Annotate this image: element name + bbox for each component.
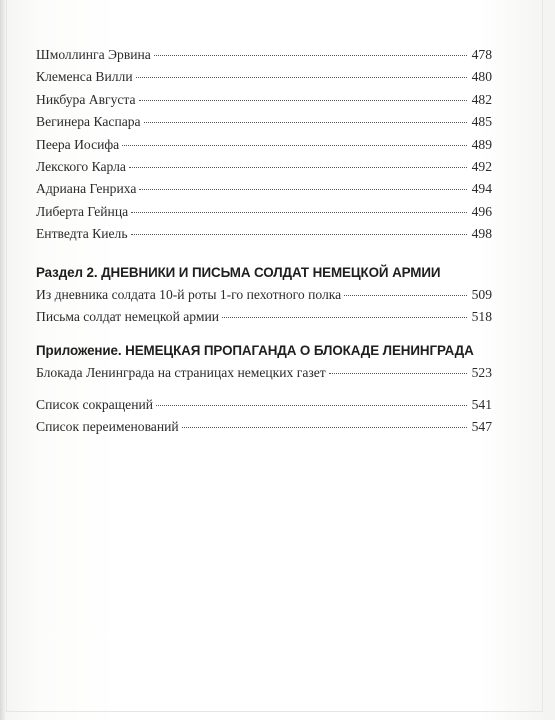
toc-entry-page: 489 bbox=[471, 136, 492, 152]
toc-entry-label: Из дневника солдата 10-й роты 1-го пехотного полка bbox=[36, 286, 342, 302]
dot-leader bbox=[222, 317, 467, 318]
toc-entry-label: Адриана Генриха bbox=[36, 181, 137, 197]
toc-entry-page: 478 bbox=[471, 47, 492, 62]
toc-entry-page: 498 bbox=[471, 226, 492, 242]
dot-leader bbox=[154, 55, 467, 56]
toc-entry[interactable] bbox=[36, 416, 492, 438]
dot-leader bbox=[136, 77, 467, 78]
toc-entry-page: 496 bbox=[471, 203, 492, 219]
toc-entry-page: 482 bbox=[471, 91, 492, 107]
spacer bbox=[36, 246, 492, 262]
toc-entry-label: Пеера Иосифа bbox=[36, 136, 120, 152]
dot-leader bbox=[344, 295, 467, 296]
toc-entry[interactable] bbox=[36, 156, 492, 178]
toc-entry-label: Либерта Гейнца bbox=[36, 203, 129, 219]
table-of-contents bbox=[36, 44, 492, 438]
toc-entry-page: 547 bbox=[471, 419, 492, 435]
toc-entry[interactable] bbox=[36, 44, 492, 66]
toc-entry-page: 541 bbox=[471, 396, 492, 412]
dot-leader bbox=[182, 427, 467, 428]
toc-entry[interactable] bbox=[36, 223, 492, 245]
spacer bbox=[36, 328, 492, 340]
toc-entry-label: Лекского Карла bbox=[36, 158, 126, 174]
dot-leader bbox=[139, 189, 467, 190]
dot-leader bbox=[329, 373, 467, 374]
toc-entry-label: Клеменса Вилли bbox=[36, 69, 133, 85]
appendix-heading[interactable]: Приложение. НЕМЕЦКАЯ ПРОПАГАНДА О БЛОКАДЕ ЛЕНИНГРАДА bbox=[36, 343, 474, 359]
toc-entry-page: 518 bbox=[471, 308, 492, 324]
dot-leader bbox=[129, 167, 467, 168]
toc-entry-label: Список сокращений bbox=[36, 396, 154, 412]
toc-entry-label: Ентведта Киель bbox=[36, 226, 128, 242]
toc-entry[interactable] bbox=[36, 134, 492, 156]
toc-entry[interactable] bbox=[36, 201, 492, 223]
toc-entry[interactable] bbox=[36, 178, 492, 200]
toc-entry-label: Вегинера Каспара bbox=[36, 114, 141, 130]
dot-leader bbox=[131, 212, 467, 213]
toc-entry[interactable] bbox=[36, 394, 492, 416]
toc-entry[interactable] bbox=[36, 66, 492, 88]
toc-entry-page: 480 bbox=[471, 69, 492, 85]
toc-entry-label: Блокада Ленинграда на страницах немецких газет bbox=[36, 365, 326, 381]
toc-entry-label: Список переименований bbox=[36, 419, 179, 435]
toc-entry[interactable] bbox=[36, 362, 492, 384]
toc-entry-page: 494 bbox=[471, 181, 492, 197]
dot-leader bbox=[156, 405, 467, 406]
toc-entry-page: 492 bbox=[471, 158, 492, 174]
section-heading[interactable]: Раздел 2. ДНЕВНИКИ И ПИСЬМА СОЛДАТ НЕМЕЦКОЙ АРМИИ bbox=[36, 264, 441, 280]
toc-entry-page: 523 bbox=[471, 365, 492, 381]
toc-entry[interactable] bbox=[36, 284, 492, 306]
toc-entry-label: Письма солдат немецкой армии bbox=[36, 308, 220, 324]
toc-entry[interactable] bbox=[36, 111, 492, 133]
dot-leader bbox=[144, 122, 467, 123]
dot-leader bbox=[139, 100, 467, 101]
toc-entry-label: Шмоллинга Эрвина bbox=[36, 47, 151, 62]
toc-entry-label: Никбура Августа bbox=[36, 91, 136, 107]
toc-entry-page: 485 bbox=[471, 114, 492, 130]
toc-entry[interactable] bbox=[36, 89, 492, 111]
toc-entry-page: 509 bbox=[471, 286, 492, 302]
dot-leader bbox=[122, 145, 467, 146]
toc-entry[interactable] bbox=[36, 306, 492, 328]
spacer bbox=[36, 385, 492, 394]
dot-leader bbox=[131, 234, 467, 235]
